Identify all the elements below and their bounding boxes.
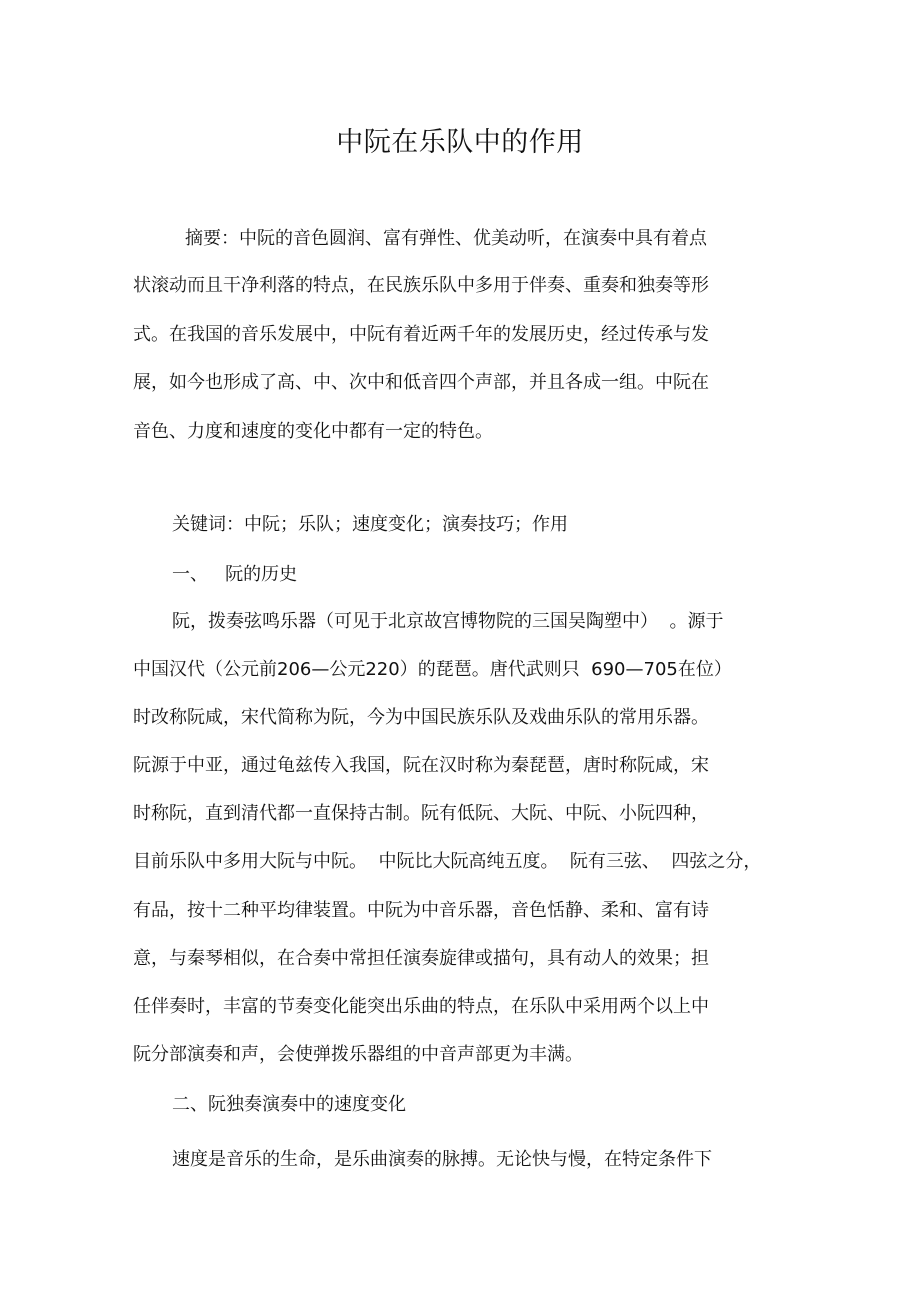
section1-line-3: 时改称阮咸，宋代简称为阮，今为中国民族乐队及戏曲乐队的常用乐器。: [133, 707, 709, 728]
section1-line-2: 中国汉代（公元前206—公元220）的琵琶。唐代武则只 690—705在位）: [133, 659, 732, 680]
section1-line-8: 意，与秦琴相似，在合奏中常担任演奏旋律或描句，具有动人的效果；担: [133, 948, 709, 969]
abstract-line-2: 状滚动而且干净利落的特点，在民族乐队中多用于伴奏、重奏和独奏等形: [133, 275, 709, 296]
section1-line-1: 阮，拨奏弦鸣乐器（可见于北京故宫博物院的三国吴陶塑中） 。源于: [172, 611, 724, 632]
section1-line-4: 阮源于中亚，通过龟兹传入我国，阮在汉时称为秦琵琶，唐时称阮咸，宋: [133, 755, 709, 776]
page-title: 中阮在乐队中的作用: [336, 127, 584, 158]
section2-line-1: 速度是音乐的生命，是乐曲演奏的脉搏。无论快与慢，在特定条件下: [172, 1149, 712, 1170]
section-heading-2: 二、阮独奏演奏中的速度变化: [172, 1094, 406, 1115]
abstract-line-4: 展，如今也形成了高、中、次中和低音四个声部，并且各成一组。中阮在: [133, 372, 709, 393]
keywords: 关键词：中阮；乐队；速度变化；演奏技巧；作用: [172, 514, 568, 535]
section1-line-9: 任伴奏时，丰富的节奏变化能突出乐曲的特点，在乐队中采用两个以上中: [133, 996, 709, 1017]
section1-line-10: 阮分部演奏和声，会使弹拨乐器组的中音声部更为丰满。: [133, 1044, 583, 1065]
abstract-line-5: 音色、力度和速度的变化中都有一定的特色。: [133, 421, 493, 442]
section1-line-6: 目前乐队中多用大阮与中阮。 中阮比大阮高纯五度。 阮有三弦、 四弦之分，: [133, 851, 762, 872]
section1-line-7: 有品，按十二种平均律装置。中阮为中音乐器，音色恬静、柔和、富有诗: [133, 900, 709, 921]
abstract-line-3: 式。在我国的音乐发展中，中阮有着近两千年的发展历史，经过传承与发: [133, 324, 709, 345]
abstract-line-1: 摘要：中阮的音色圆润、富有弹性、优美动听，在演奏中具有着点: [185, 228, 707, 249]
section-heading-1: 一、 阮的历史: [172, 564, 298, 585]
section1-line-5: 时称阮，直到清代都一直保持古制。阮有低阮、大阮、中阮、小阮四种，: [133, 803, 709, 824]
